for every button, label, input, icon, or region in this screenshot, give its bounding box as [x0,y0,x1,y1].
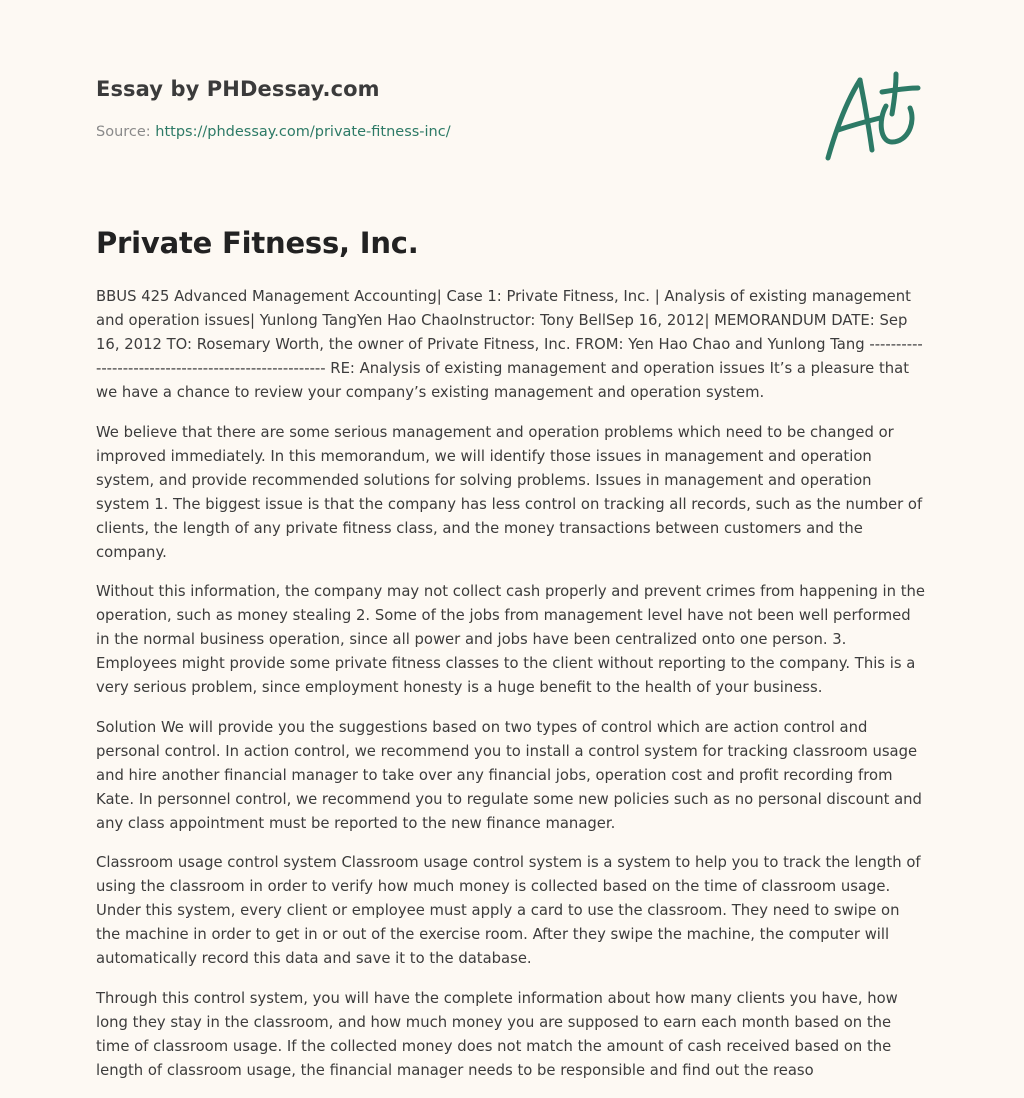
essay-paragraph: We believe that there are some serious management and operation problems which need to be changed or improved immediately. In this memorandum, we will identify those issues in management and operation system, and provide recommended solutions for solving problems. Issues in management and operation system 1. The biggest issue is that the company has less control on tracking all records, such as the number of clients, the length of any private fitness class, and the money transactions between customers and the company. [96,423,923,561]
essay-paragraph: Classroom usage control system Classroom usage control system is a system to help you to track the length of using the classroom in order to verify how much money is collected based on the time of classroom usage. Under this system, every client or employee must apply a card to use the classroom. They need to swipe on the machine in order to get in or out of the exercise room. After they swipe the machine, the computer will automatically record this data and save it to the database. [96,854,921,967]
essay-paragraph: Without this information, the company may not collect cash properly and prevent crimes from happening in the operation, such as money stealing 2. Some of the jobs from management level have not been well performed in the normal business operation, since all power and jobs have been centralized onto one person. 3. Employees might provide some private fitness classes to the client without reporting to the company. This is a very serious problem, since employment honesty is a huge benefit to the health of your business. [96,583,926,696]
essay-paragraph: Solution We will provide you the suggestions based on two types of control which are action control and personal control. In action control, we recommend you to install a control system for tracking classroom usage and hire another financial manager to take over any financial jobs, operation cost and profit recording from Kate. In personnel control, we recommend you to regulate some new policies such as no personal discount and any class appointment must be reported to the new finance manager. [96,718,922,832]
source-link[interactable]: https://phdessay.com/private-fitness-inc/ [155,124,451,140]
a-plus-grade-logo-icon [824,68,924,164]
source-line [96,124,451,140]
essay-body [96,285,928,1098]
site-brand: Essay by PHDessay.com [96,77,380,101]
essay-paragraph: Through this control system, you will have the complete information about how many clients you have, how long they stay in the classroom, and how much money you are supposed to earn each month based on the time of classroom usage. If the collected money does not match the amount of cash received based on the length of classroom usage, the financial manager needs to be responsible and find out the reaso [96,989,898,1079]
essay-title: Private Fitness, Inc. [96,226,419,260]
page-header [96,0,928,200]
essay-paragraph: BBUS 425 Advanced Management Accounting| Case 1: Private Fitness, Inc. | Analysis of existing management and operation issues| Yunlong TangYen Hao ChaoInstructor: Tony BellSep 16, 2012| MEMORANDUM DATE: Sep 16, 2012 TO: Rosemary Worth, the owner of Private Fitness, Inc. FROM: Yen Hao Chao and Yunlong Tang ----------------------------------------------------- RE: Analysis of existing management and operation issues It’s a pleasure that we have a chance to review your company’s existing management and operation system. [96,288,923,401]
source-label: Source: [96,124,156,140]
essay-page [96,0,928,1079]
